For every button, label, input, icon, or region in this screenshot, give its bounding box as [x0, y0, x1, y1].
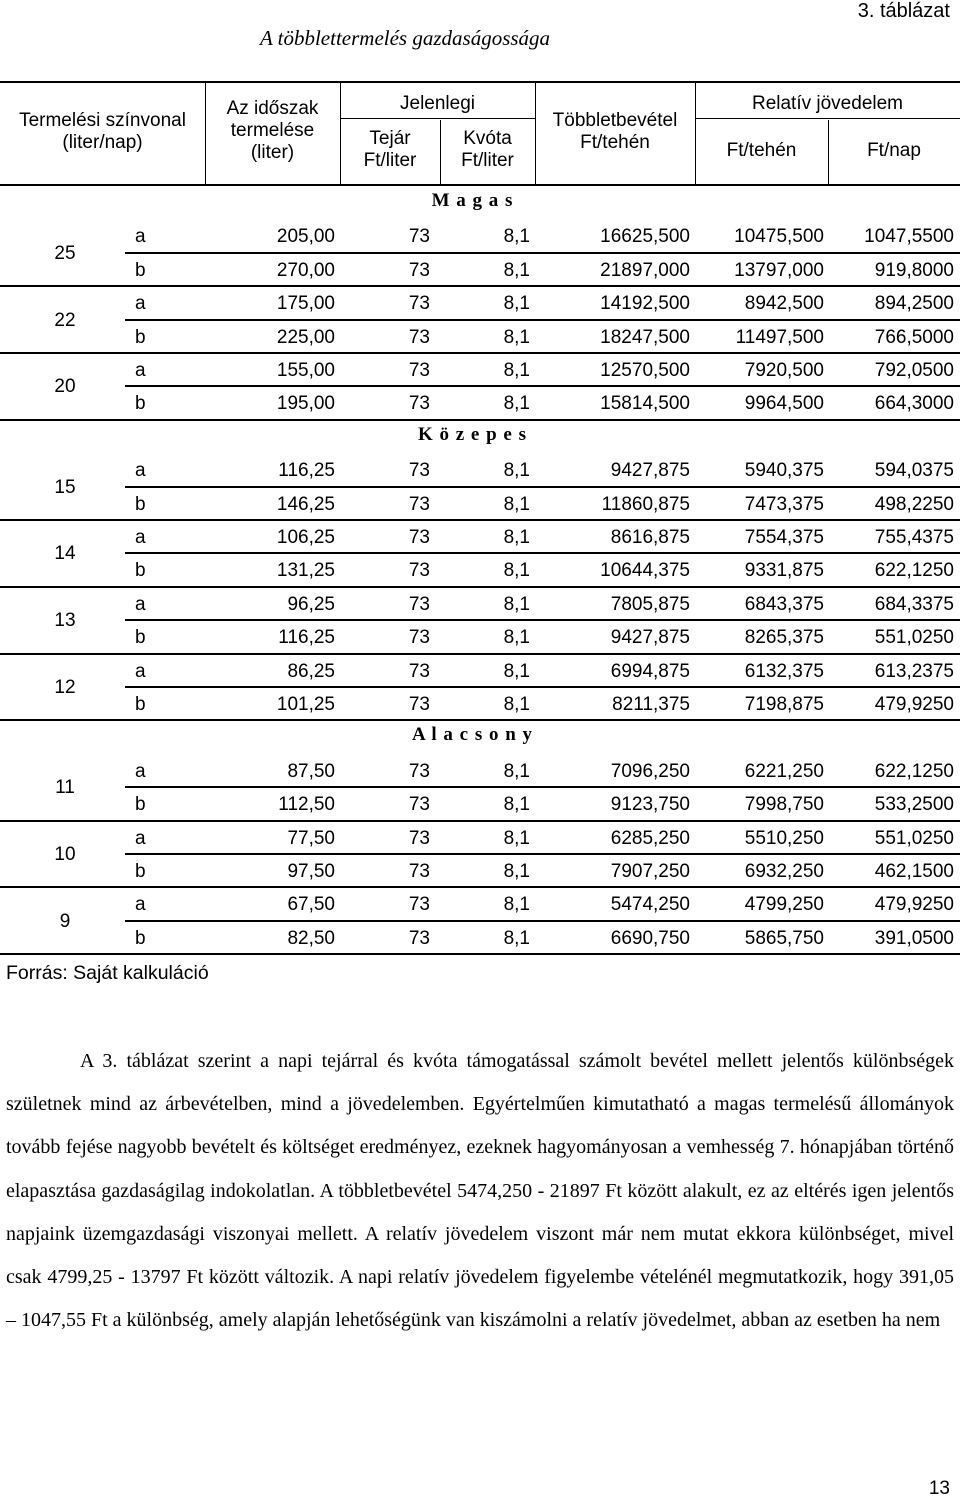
cell-prod: 195,00 [276, 393, 335, 415]
cell-quota: 8,1 [503, 360, 530, 381]
cell-rday: 479,9250 [874, 894, 954, 916]
cell-extra: 14192,500 [600, 293, 690, 315]
header-bottom-rule [0, 184, 960, 186]
production-level: 11 [55, 777, 75, 799]
cell-milk: 73 [408, 894, 430, 916]
table-row [0, 923, 960, 956]
cell-rday: 766,5000 [874, 326, 954, 348]
row-rule [125, 319, 960, 321]
cell-rcow: 5940,375 [744, 460, 824, 482]
cell-prod: 112,50 [278, 794, 335, 816]
cell-p: a [135, 293, 146, 315]
cell-extra: 5474,250 [610, 894, 690, 916]
cell-prod: 96,25 [287, 593, 335, 615]
relativ-underline [695, 118, 960, 119]
cell-p: a [135, 527, 146, 548]
cell-rday: 622,1250 [874, 760, 954, 782]
cell-rday: 755,4375 [874, 527, 954, 548]
cell-rcow: 6221,250 [744, 760, 824, 782]
cell-rcow: 13797,000 [734, 259, 824, 281]
production-level: 9 [59, 910, 71, 932]
cell-extra: 6690,750 [610, 927, 690, 949]
table-row [0, 322, 960, 355]
source-note: Forrás: Saját kalkuláció [6, 962, 209, 984]
table-number: 3. táblázat [857, 0, 950, 22]
cell-quota: 8,1 [503, 794, 530, 816]
table-row [0, 622, 960, 655]
cell-prod: 82,50 [287, 927, 335, 949]
cell-rday: 533,2500 [874, 794, 954, 816]
table-row [0, 455, 960, 488]
cell-extra: 6994,875 [610, 660, 690, 682]
cell-quota: 8,1 [503, 627, 530, 649]
cell-prod: 116,25 [278, 627, 335, 649]
row-rule [125, 853, 960, 855]
cell-p: b [135, 326, 146, 348]
table-row [0, 555, 960, 588]
row-rule [0, 820, 960, 822]
row-rule [125, 385, 960, 387]
cell-p: a [135, 460, 146, 482]
header-milk-price: Tejár Ft/liter [363, 128, 417, 171]
cell-prod: 270,00 [276, 259, 335, 281]
cell-p: a [135, 760, 146, 782]
cell-prod: 106,25 [276, 527, 335, 548]
cell-rday: 622,1250 [874, 560, 954, 582]
cell-extra: 16625,500 [600, 226, 690, 248]
cell-extra: 9427,875 [610, 627, 690, 649]
table-row [0, 489, 960, 522]
header-top-rule [0, 81, 960, 83]
table-title: A többlettermelés gazdaságossága [259, 26, 551, 50]
cell-rday: 479,9250 [874, 694, 954, 715]
section-label: M a g a s [431, 190, 514, 211]
cell-p: b [135, 694, 146, 715]
cell-p: b [135, 861, 146, 882]
row-rule [125, 552, 960, 554]
cell-rday: 684,3375 [874, 593, 954, 615]
row-rule [0, 719, 960, 721]
body-paragraph: A 3. táblázat szerint a napi tejárral és kvóta támogatással számolt bevétel mellett jelentős különbségek születnek mind az árbevételben, mind a jövedelemben. Egyértelműen kimutatható a magas termelésű állományok tovább fejése nagyobb bevételt és költséget eredményez, ezeknek hagyományosan a vemhesség 7. hónapjában történő elapasztása gazdaságilag indokolatlan. A többletbevétel 5474,250 - 21897 Ft között alakult, ez az eltérés igen jelentős napjaink üzemgazdasági viszonyai mellett. A relatív jövedelem viszont már nem mutat ekkora különbséget, mivel csak 4799,25 - 13797 Ft között változik. A napi relatív jövedelem figyelembe vételénél megmutatkozik, hogy 391,05 – 1047,55 Ft a különbség, amely alapján lehetőségünk van kiszámolni a relatív jövedelmet, abban az esetben ha nem [6, 1050, 954, 1332]
cell-rday: 792,0500 [874, 360, 954, 381]
cell-quota: 8,1 [503, 660, 530, 682]
row-rule [0, 519, 960, 521]
cell-rcow: 6843,375 [744, 593, 824, 615]
row-rule [0, 953, 960, 955]
cell-extra: 21897,000 [600, 259, 690, 281]
cell-rcow: 9964,500 [744, 393, 824, 415]
cell-extra: 8211,375 [612, 694, 690, 715]
cell-p: a [135, 226, 146, 248]
cell-extra: 9123,750 [610, 794, 690, 816]
cell-quota: 8,1 [503, 894, 530, 916]
cell-extra: 12570,500 [600, 360, 690, 381]
cell-prod: 87,50 [287, 760, 335, 782]
cell-quota: 8,1 [503, 560, 530, 582]
cell-prod: 225,00 [276, 326, 335, 348]
cell-quota: 8,1 [503, 293, 530, 315]
cell-prod: 97,50 [287, 861, 335, 882]
cell-prod: 86,25 [287, 660, 335, 682]
cell-quota: 8,1 [503, 259, 530, 281]
cell-extra: 7907,250 [610, 861, 690, 882]
cell-p: b [135, 794, 146, 816]
table-row [0, 756, 960, 789]
cell-rcow: 10475,500 [734, 226, 824, 248]
cell-rcow: 7554,375 [744, 527, 824, 548]
row-rule [125, 252, 960, 254]
table-row [0, 889, 960, 922]
header-level: Termelési színvonal (liter/nap) [19, 110, 186, 153]
cell-rcow: 5865,750 [744, 927, 824, 949]
cell-milk: 73 [408, 460, 430, 482]
cell-quota: 8,1 [503, 593, 530, 615]
cell-rday: 664,3000 [874, 393, 954, 415]
table-row [0, 589, 960, 622]
cell-p: a [135, 660, 146, 682]
cell-rcow: 6132,375 [744, 660, 824, 682]
cell-milk: 73 [408, 827, 430, 849]
cell-rday: 919,8000 [874, 259, 954, 281]
cell-rcow: 7198,875 [744, 694, 824, 715]
cell-p: b [135, 259, 146, 281]
table-row [0, 355, 960, 388]
production-level: 13 [54, 610, 76, 632]
cell-extra: 9427,875 [610, 460, 690, 482]
cell-rcow: 11497,500 [735, 326, 824, 348]
cell-rday: 613,2375 [874, 660, 954, 682]
header-extra-revenue: Többletbevétel Ft/tehén [552, 110, 678, 153]
cell-milk: 73 [408, 760, 430, 782]
cell-extra: 10644,375 [600, 560, 690, 582]
row-rule [0, 352, 960, 354]
cell-milk: 73 [408, 527, 430, 548]
cell-prod: 77,50 [287, 827, 335, 849]
row-rule [125, 686, 960, 688]
cell-rcow: 6932,250 [744, 861, 824, 882]
cell-extra: 8616,875 [610, 527, 690, 548]
cell-quota: 8,1 [503, 861, 530, 882]
row-rule [0, 653, 960, 655]
cell-p: a [135, 827, 146, 849]
header-relative-group: Relatív jövedelem [751, 93, 904, 114]
cell-rday: 391,0500 [874, 927, 954, 949]
cell-milk: 73 [408, 293, 430, 315]
cell-prod: 131,25 [276, 560, 335, 582]
cell-extra: 11860,875 [601, 493, 690, 515]
cell-milk: 73 [408, 927, 430, 949]
cell-milk: 73 [408, 627, 430, 649]
cell-quota: 8,1 [503, 760, 530, 782]
cell-rcow: 8942,500 [744, 293, 824, 315]
page-number: 13 [928, 1478, 950, 1499]
header-rel-day: Ft/nap [867, 140, 921, 161]
cell-extra: 7805,875 [610, 593, 690, 615]
cell-rday: 498,2250 [874, 493, 954, 515]
header-current-group: Jelenlegi [400, 93, 475, 114]
cell-p: b [135, 627, 146, 649]
production-level: 14 [54, 543, 76, 565]
cell-milk: 73 [408, 226, 430, 248]
cell-p: a [135, 360, 146, 381]
section-label: K ö z e p e s [417, 423, 528, 445]
cell-p: a [135, 894, 146, 916]
cell-rcow: 7998,750 [744, 794, 824, 816]
row-rule [125, 486, 960, 488]
cell-quota: 8,1 [503, 226, 530, 248]
cell-extra: 7096,250 [610, 760, 690, 782]
cell-milk: 73 [408, 794, 430, 816]
table-row [0, 221, 960, 254]
cell-milk: 73 [408, 493, 430, 515]
production-level: 22 [54, 309, 76, 331]
jelenlegi-underline [340, 118, 535, 119]
row-rule [125, 920, 960, 922]
row-rule [0, 586, 960, 588]
cell-quota: 8,1 [503, 393, 530, 415]
header-rel-cow: Ft/tehén [726, 140, 797, 161]
cell-prod: 67,50 [287, 894, 335, 916]
header-period: Az időszak termelése (liter) [226, 98, 319, 163]
cell-milk: 73 [408, 694, 430, 715]
cell-extra: 18247,500 [600, 326, 690, 348]
header-quota: Kvóta Ft/liter [461, 128, 514, 171]
cell-p: b [135, 560, 146, 582]
cell-milk: 73 [408, 259, 430, 281]
cell-rcow: 5510,250 [744, 827, 824, 849]
cell-rcow: 7473,375 [744, 493, 824, 515]
cell-rday: 1047,5500 [864, 226, 954, 248]
table-row [0, 856, 960, 889]
cell-p: a [135, 593, 146, 615]
cell-rcow: 8265,375 [744, 627, 824, 649]
cell-prod: 205,00 [276, 226, 335, 248]
table-row [0, 823, 960, 856]
row-rule [125, 786, 960, 788]
cell-quota: 8,1 [503, 694, 530, 715]
row-rule [0, 886, 960, 888]
table-row [0, 522, 960, 555]
cell-quota: 8,1 [503, 827, 530, 849]
table-row [0, 288, 960, 321]
cell-extra: 6285,250 [610, 827, 690, 849]
cell-milk: 73 [408, 861, 430, 882]
cell-quota: 8,1 [503, 927, 530, 949]
production-level: 10 [54, 844, 76, 865]
cell-quota: 8,1 [503, 527, 530, 548]
production-level: 25 [54, 242, 76, 264]
table-row [0, 789, 960, 822]
cell-milk: 73 [408, 660, 430, 682]
table-row [0, 689, 960, 722]
table-row [0, 388, 960, 421]
production-level: 12 [54, 677, 76, 698]
cell-rcow: 7920,500 [744, 360, 824, 381]
cell-rday: 462,1500 [874, 861, 954, 882]
row-rule [0, 285, 960, 287]
cell-milk: 73 [408, 393, 430, 415]
section-label: A l a c s o n y [411, 724, 534, 746]
production-level: 15 [54, 476, 76, 498]
cell-quota: 8,1 [503, 326, 530, 348]
cell-p: b [135, 927, 146, 949]
production-level: 20 [54, 376, 76, 398]
cell-milk: 73 [408, 593, 430, 615]
table-row [0, 255, 960, 288]
cell-rday: 551,0250 [874, 627, 954, 649]
cell-quota: 8,1 [503, 460, 530, 482]
cell-rcow: 9331,875 [744, 560, 824, 582]
table-row [0, 656, 960, 689]
cell-p: b [135, 393, 146, 415]
cell-prod: 101,25 [276, 694, 335, 715]
cell-quota: 8,1 [503, 493, 530, 515]
cell-prod: 146,25 [276, 493, 335, 515]
cell-rday: 551,0250 [874, 827, 954, 849]
cell-prod: 175,00 [276, 293, 335, 315]
cell-prod: 116,25 [278, 460, 335, 482]
cell-milk: 73 [408, 326, 430, 348]
cell-milk: 73 [408, 560, 430, 582]
cell-rday: 594,0375 [874, 460, 954, 482]
cell-prod: 155,00 [276, 360, 335, 381]
cell-rday: 894,2500 [874, 293, 954, 315]
cell-milk: 73 [408, 360, 430, 381]
cell-rcow: 4799,250 [744, 894, 824, 916]
cell-extra: 15814,500 [600, 393, 690, 415]
row-rule [0, 419, 960, 421]
cell-p: b [135, 493, 146, 515]
row-rule [125, 619, 960, 621]
